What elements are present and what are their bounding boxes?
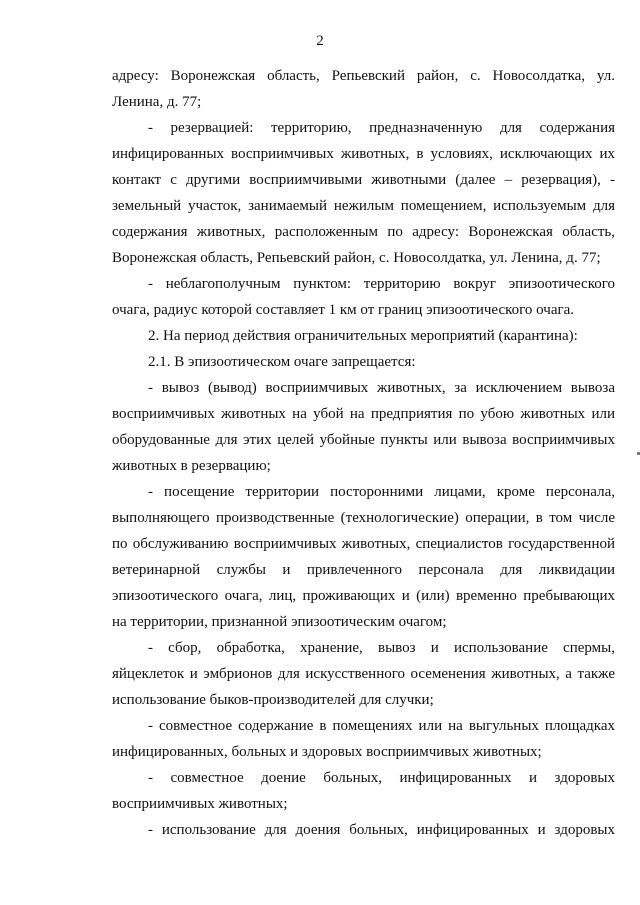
text-line: Воронежская область, Репьевский район, с. Новосолдатка, ул. Ленина, д. 77; xyxy=(112,250,601,266)
text-line: - совместное доение больных, инфицированных и здоровых xyxy=(148,770,615,786)
text-line: на территории, признанной эпизоотическим очагом; xyxy=(112,614,447,630)
text-line: - сбор, обработка, хранение, вывоз и использование спермы, xyxy=(148,640,615,656)
text-line: - использование для доения больных, инфицированных и здоровых xyxy=(148,822,615,838)
text-line: контакт с другими восприимчивыми животными (далее – резервация), - xyxy=(112,172,615,188)
page-number: 2 xyxy=(316,33,324,49)
text-line: использование быков-производителей для случки; xyxy=(112,692,434,708)
text-line: земельный участок, занимаемый нежилым помещением, используемым для xyxy=(112,198,615,214)
text-line: восприимчивых животных на убой на предприятия по убою животных или xyxy=(112,406,615,422)
text-line: очага, радиус которой составляет 1 км от границ эпизоотического очага. xyxy=(112,302,575,318)
text-line: - вывоз (вывод) восприимчивых животных, за исключением вывоза xyxy=(148,380,615,396)
text-line: животных в резервацию; xyxy=(112,458,271,474)
text-line: эпизоотического очага, лиц, проживающих и (или) временно пребывающих xyxy=(112,588,615,604)
text-line: оборудованные для этих целей убойные пункты или вывоза восприимчивых xyxy=(112,432,615,448)
text-line: инфицированных, больных и здоровых восприимчивых животных; xyxy=(112,744,542,760)
text-line: выполняющего производственные (технологические) операции, в том числе xyxy=(112,510,615,526)
text-line: - неблагополучным пунктом: территорию вокруг эпизоотического xyxy=(148,276,615,292)
text-line: - резервацией: территорию, предназначенную для содержания xyxy=(148,120,615,136)
text-line: 2. На период действия ограничительных мероприятий (карантина): xyxy=(148,328,578,344)
text-line: яйцеклеток и эмбрионов для искусственного осеменения животных, а также xyxy=(112,666,615,682)
text-line: восприимчивых животных; xyxy=(112,796,288,812)
text-line: ветеринарной службы и привлеченного персонала для ликвидации xyxy=(112,562,615,578)
document-body xyxy=(112,63,615,843)
text-line: по обслуживанию восприимчивых животных, специалистов государственной xyxy=(112,536,615,552)
text-line: - посещение территории посторонними лицами, кроме персонала, xyxy=(148,484,615,500)
text-line: содержания животных, расположенным по адресу: Воронежская область, xyxy=(112,224,615,240)
text-line: - совместное содержание в помещениях или на выгульных площадках xyxy=(148,718,615,734)
text-line: адресу: Воронежская область, Репьевский район, с. Новосолдатка, ул. xyxy=(112,68,615,84)
text-line: Ленина, д. 77; xyxy=(112,94,202,110)
text-line: инфицированных восприимчивых животных, в условиях, исключающих их xyxy=(112,146,615,162)
text-line: 2.1. В эпизоотическом очаге запрещается: xyxy=(148,354,416,370)
